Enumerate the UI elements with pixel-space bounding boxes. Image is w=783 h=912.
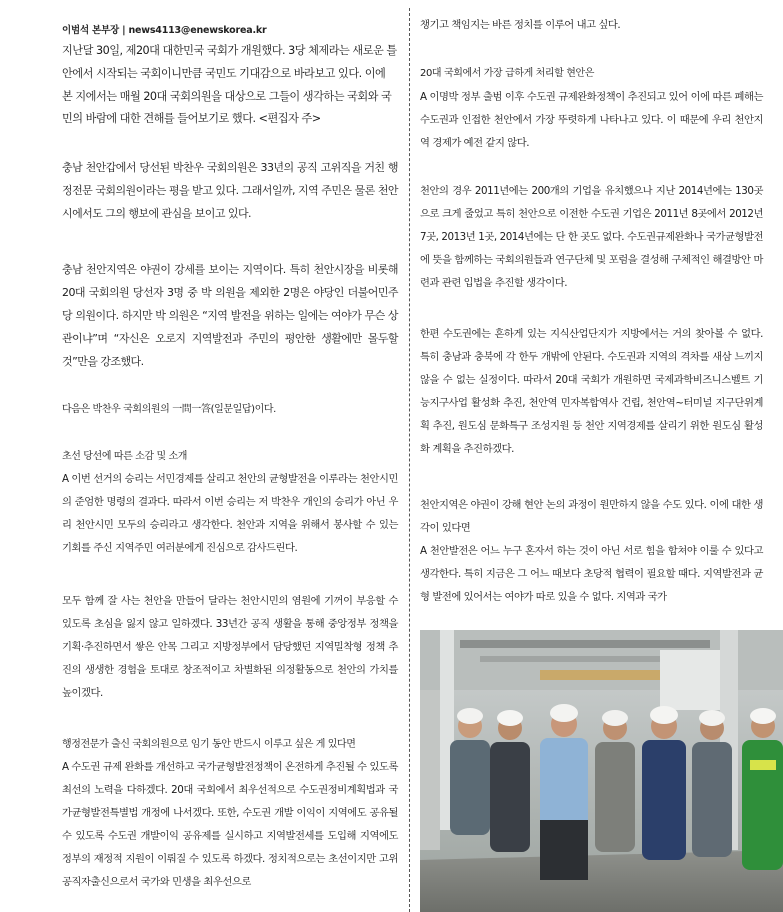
answer-1-continued: 모두 함께 잘 사는 천안을 만들어 달라는 천안시민의 염원에 기꺼이 부응할 수 있도록 초심을 잃지 않고 일하겠다. 33년간 공직 생활을 통해 중앙정부 정책을 기획·추진하면서 쌓은 안목 그리고 지방정부에서 담당했던 지역밀착형 정책 추진의 생생한 경험을 토대로 창조적이고 차별화된 의정활동으로 천안의 가치를 높이겠다. xyxy=(62,595,398,699)
intro-paragraph-3: 다음은 박찬우 국회의원의 一問一答(일문일답)이다. xyxy=(62,404,276,415)
intro-paragraph-2: 충남 천안지역은 야권이 강세를 보이는 지역이다. 특히 천안시장을 비롯해 20대 국회의원 당선자 3명 중 박 의원을 제외한 2명은 야당인 더불어민주당 의원이다. 하지만 박 의원은 “지역 발전을 위하는 일에는 여야가 무슨 상관이냐”며 “자신은 오로지 지역발전과 주민의 평안한 생활에만 몰두할 것”만을 강조했다. xyxy=(62,263,398,368)
photo-site-visit-image xyxy=(420,630,783,912)
question-4: 천안지역은 야권이 강해 현안 논의 과정이 원만하지 않을 수도 있다. 이에 대한 생각이 있다면 xyxy=(420,499,763,534)
lede-paragraph: 지난달 30일, 제20대 대한민국 국회가 개원했다. 3당 체제라는 새로운 틀 안에서 시작되는 국회이니만큼 국민도 기대감으로 바라보고 있다. 이에 본 지에서는 매월 20대 국회의원을 대상으로 그들이 생각하는 국회와 국민의 바람에 대한 견해를 들어보기로 했다. <편집자 주> xyxy=(62,44,397,126)
question-1: 초선 당선에 따른 소감 및 소개 xyxy=(62,451,188,462)
answer-1: A 이번 선거의 승리는 서민경제를 살리고 천안의 균형발전을 이루라는 천안시민의 준엄한 명령의 결과다. 따라서 이번 승리는 저 박찬우 개인의 승리가 아닌 우리 천안시민 모두의 승리라고 생각한다. 천안과 지역을 위해서 봉사할 수 있는 기회를 주신 지역주민 여러분에게 진심으로 감사드린다. xyxy=(62,473,398,554)
answer-3-continued: 천안의 경우 2011년에는 200개의 기업을 유치했으나 지난 2014년에는 130곳으로 크게 줄었고 특히 천안으로 이전한 수도권 기업은 2011년 8곳에서 2012년 7곳, 2013년 1곳, 2014년에는 단 한 곳도 없다. 수도권규제완화나 국가균형발전에 뜻을 함께하는 국회의원들과 연구단체 및 포럼을 결성해 구체적인 해결방안 마련과 관련 입법을 추진할 생각이다. xyxy=(420,185,763,289)
photo-site-visit xyxy=(420,630,783,912)
answer-3: A 이명박 정부 출범 이후 수도권 규제완화정책이 추진되고 있어 이에 따른 폐해는 수도권과 인접한 천안에서 가장 뚜렷하게 나타나고 있다. 이 때문에 우리 천안지역 경제가 예전 같지 않다. xyxy=(420,91,763,149)
answer-2-continued: 챙기고 책임지는 바른 정치를 이루어 내고 싶다. xyxy=(420,19,621,31)
intro-paragraph-1: 충남 천안갑에서 당선된 박찬우 국회의원은 33년의 공직 고위직을 거친 행정전문 국회의원이라는 평을 받고 있다. 그래서일까, 지역 주민은 물론 천안시에서도 그의 행보에 관심을 보이고 있다. xyxy=(62,161,398,220)
byline: 이범석 본부장 | news4113@enewskorea.kr xyxy=(62,25,267,36)
answer-4: A 천안발전은 어느 누구 혼자서 하는 것이 아닌 서로 힘을 합쳐야 이룰 수 있다고 생각한다. 특히 지금은 그 어느 때보다 초당적 협력이 필요할 때다. 지역발전과 균형 발전에 있어서는 여야가 따로 있을 수 없다. 지역과 국가 xyxy=(420,545,763,603)
question-2: 행정전문가 출신 국회의원으로 임기 동안 반드시 이루고 싶은 게 있다면 xyxy=(62,739,356,750)
answer-2: A 수도권 규제 완화를 개선하고 국가균형발전정책이 온전하게 추진될 수 있도록 최선의 노력을 다하겠다. 20대 국회에서 최우선적으로 수도권정비계획법과 국가균형발전특별법 개정에 나서겠다. 또한, 수도권 개발 이익이 지역에도 공유될 수 있도록 수도권 개발이익 공유제를 실시하고 지역발전세를 도입해 지역에도 정부의 재정적 지원이 이뤄질 수 있도록 하겠다. 정치적으로는 초선이지만 고위공직자출신으로서 국가와 민생을 최우선으로 xyxy=(62,761,398,888)
answer-3-continued-2: 한편 수도권에는 흔하게 있는 지식산업단지가 지방에서는 거의 찾아볼 수 없다. 특히 충남과 충북에 각 한두 개밖에 안된다. 수도권과 지역의 격차를 새삼 느끼지 않을 수 없는 실정이다. 따라서 20대 국회가 개원하면 국제과학비즈니스벨트 기능지구사업 활성화 추진, 천안역 민자복합역사 건립, 천안역~터미널 지구단위계획 추진, 원도심 문화특구 조성지원 등 천안 지역경제를 살리기 위한 원도심 활성화 계획을 추진하겠다. xyxy=(420,328,763,455)
question-3: 20대 국회에서 가장 급하게 처리할 현안은 xyxy=(420,68,594,79)
column-divider xyxy=(409,8,410,912)
